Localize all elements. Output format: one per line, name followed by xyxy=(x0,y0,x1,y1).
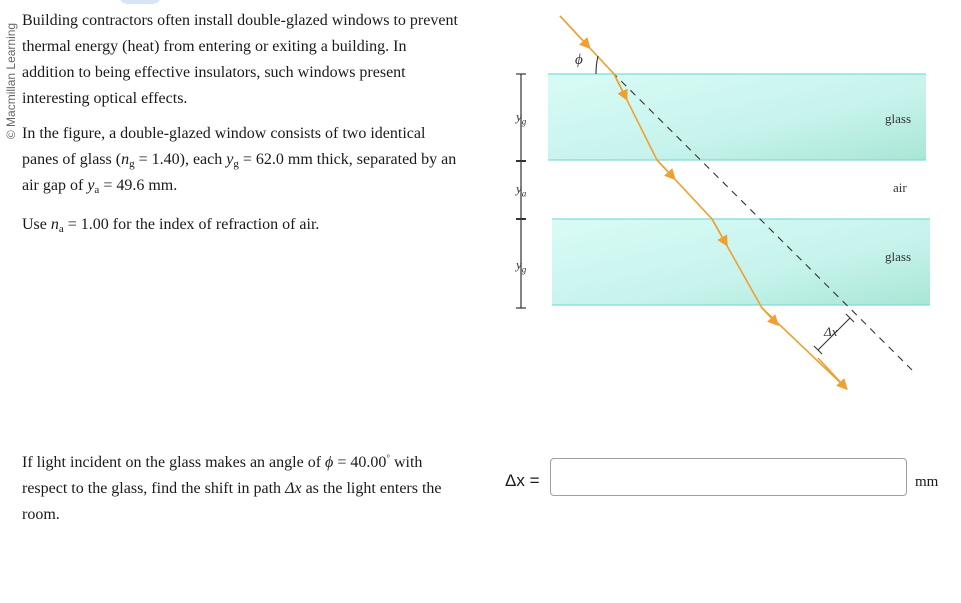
text: y xyxy=(516,109,522,124)
ya-label xyxy=(516,181,526,199)
ng-subscript: g xyxy=(129,158,135,170)
phi-label: ϕ xyxy=(575,52,583,68)
phi-value: = 40.00 xyxy=(333,454,387,471)
glass-pane-top xyxy=(548,74,926,160)
subscript: a xyxy=(521,188,527,199)
ng-value: = 1.40), each xyxy=(134,151,227,168)
na-value: = 1.00 for the index of refraction of air. xyxy=(63,216,320,233)
top-tab-indicator xyxy=(118,0,162,4)
problem-paragraph-question xyxy=(22,450,462,528)
dx-symbol: Δx xyxy=(285,480,302,497)
copyright-credit: © Macmillan Learning xyxy=(4,22,18,140)
air-label: air xyxy=(893,180,907,195)
degree-symbol: ° xyxy=(386,453,390,463)
yg-value: = 62.0 mm thick, separated by an air gap of xyxy=(22,151,457,194)
ya-symbol: y xyxy=(87,177,95,194)
glass-top-label: glass xyxy=(885,111,911,126)
text: In the figure, a double-glazed window consists of two identical panes of glass ( xyxy=(22,125,426,168)
refracted-ray xyxy=(560,16,846,388)
problem-paragraph-air-index xyxy=(22,212,462,238)
text: y xyxy=(516,181,522,196)
yg-top-label xyxy=(516,109,526,127)
dx-answer-label: Δx = xyxy=(505,471,540,490)
problem-paragraph-setup xyxy=(22,121,462,199)
subscript: g xyxy=(521,264,527,275)
yg-subscript: g xyxy=(233,158,239,170)
figure-svg xyxy=(500,10,940,400)
ng-symbol: n xyxy=(121,151,130,168)
problem-paragraph-intro: Building contractors often install double-glazed windows to prevent thermal energy (heat) from entering or exiting a building. In addition to being effective insulators, such windows present interesting optical effects. xyxy=(22,12,458,107)
double-glazed-window-figure xyxy=(500,10,940,400)
text: If light incident on the glass makes an angle of xyxy=(22,454,326,471)
dx-figure-label: Δx xyxy=(824,324,838,339)
unit-label: mm xyxy=(915,474,939,490)
yg-symbol: y xyxy=(226,151,234,168)
dx-answer-input[interactable] xyxy=(550,458,907,496)
subscript: g xyxy=(521,116,527,127)
ya-subscript: a xyxy=(94,184,100,196)
na-subscript: a xyxy=(58,223,64,235)
text: Use xyxy=(22,216,51,233)
glass-bottom-label: glass xyxy=(885,249,911,264)
na-symbol: n xyxy=(50,216,59,233)
text: with respect to the glass, find the shift in path xyxy=(22,454,423,497)
text: as the light enters the room. xyxy=(22,480,442,523)
phi-symbol: ϕ xyxy=(325,454,334,471)
phi-angle-arc xyxy=(596,56,598,74)
ray-arrows xyxy=(560,16,844,386)
yg-bottom-label xyxy=(516,257,526,275)
glass-pane-bottom xyxy=(552,219,930,305)
text: y xyxy=(516,257,522,272)
ya-value: = 49.6 mm. xyxy=(99,177,178,194)
